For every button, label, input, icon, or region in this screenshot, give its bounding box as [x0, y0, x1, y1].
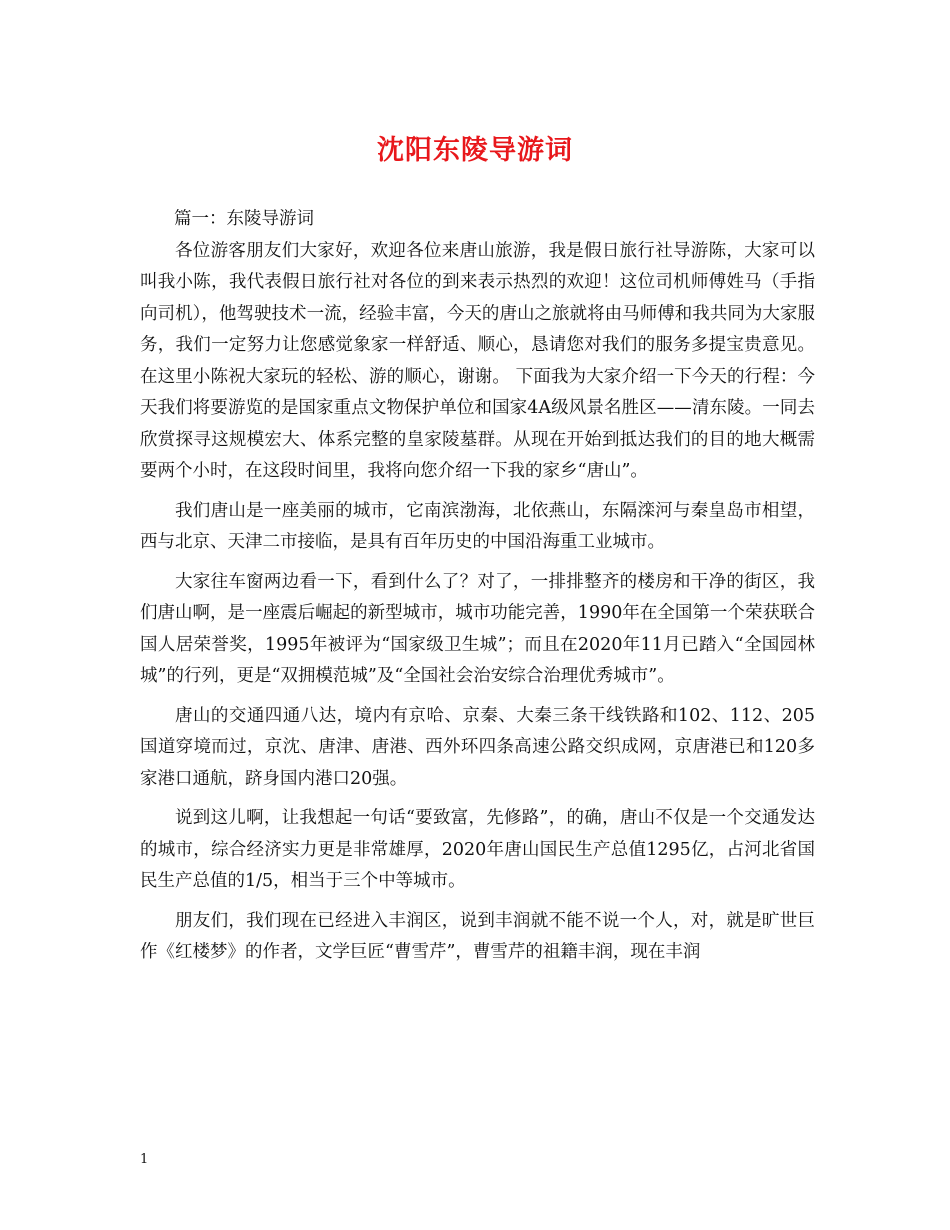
- paragraph-fengrun: 朋友们，我们现在已经进入丰润区，说到丰润就不能不说一个人，对，就是旷世巨作《红楼梦》的作者，文学巨匠“曹雪芹”，曹雪芹的祖籍丰润，现在丰润: [140, 910, 815, 962]
- paragraph-city: 大家往车窗两边看一下，看到什么了？对了，一排排整齐的楼房和干净的街区，我们唐山啊，是一座震后崛起的新型城市，城市功能完善，1990年在全国第一个荣获联合国人居荣誉奖，1995年被评为“国家级卫生城”；而且在2020年11月已踏入“全国园林城”的行列，更是“双拥模范城”及“全国社会治安综合治理优秀城市”。: [140, 571, 815, 686]
- paragraph-transport: 唐山的交通四通八达，境内有京哈、京秦、大秦三条干线铁路和102、112、205国道穿境而过，京沈、唐津、唐港、西外环四条高速公路交织成网，京唐港已和120多家港口通航，跻身国内港口20强。: [140, 705, 815, 789]
- paragraph-geography: 我们唐山是一座美丽的城市，它南滨渤海，北依燕山，东隔滦河与秦皇岛市相望，西与北京、天津二市接临，是具有百年历史的中国沿海重工业城市。: [140, 500, 815, 552]
- page-number: 1: [140, 1152, 149, 1167]
- document-body: [140, 204, 815, 977]
- paragraph-intro: 各位游客朋友们大家好，欢迎各位来唐山旅游，我是假日旅行社导游陈，大家可以叫我小陈，我代表假日旅行社对各位的到来表示热烈的欢迎！这位司机师傅姓马（手指向司机），他驾驶技术一流，经验丰富，今天的唐山之旅就将由马师傅和我共同为大家服务，我们一定努力让您感觉象家一样舒适、顺心，恳请您对我们的服务多提宝贵意见。在这里小陈祝大家玩的轻松、游的顺心，谢谢。 下面我为大家介绍一下今天的行程：今天我们将要游览的是国家重点文物保护单位和国家4A级风景名胜区——清东陵。一同去欣赏探寻这规模宏大、体系完整的皇家陵墓群。从现在开始到抵达我们的目的地大概需要两个小时，在这段时间里，我将向您介绍一下我的家乡“唐山”。: [140, 240, 815, 481]
- document-title: 沈阳东陵导游词: [377, 135, 573, 166]
- section-heading: 篇一：东陵导游词: [174, 209, 314, 229]
- paragraph-economy: 说到这儿啊，让我想起一句话“要致富，先修路”，的确，唐山不仅是一个交通发达的城市，综合经济实力更是非常雄厚，2020年唐山国民生产总值1295亿，占河北省国民生产总值的1/5，相当于三个中等城市。: [140, 808, 815, 891]
